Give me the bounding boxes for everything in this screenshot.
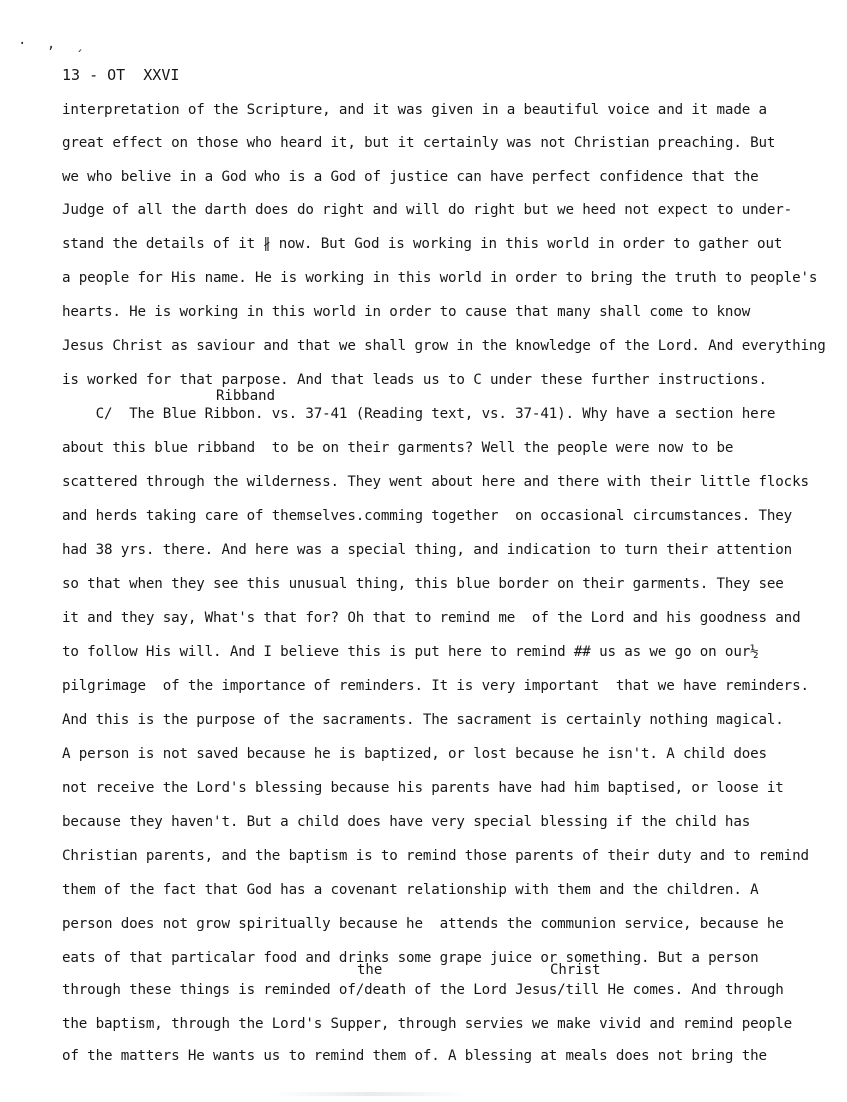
text-line-4: Judge of all the darth does do right and will do right but we heed not expect to under- [62, 202, 793, 218]
text-line-12: scattered through the wilderness. They went about here and there with their little flocks [62, 474, 809, 490]
text-line-7: hearts. He is working in this world in order to cause that many shall come to know [62, 304, 751, 320]
text-line-22: because they haven't. But a child does have very special blessing if the child has [62, 814, 751, 830]
text-line-6: a people for His name. He is working in this world in order to bring the truth to people's [62, 270, 818, 286]
text-line-18: pilgrimage of the importance of reminders. It is very important that we have reminders. [62, 678, 809, 694]
text-line-19: And this is the purpose of the sacraments. The sacrament is certainly nothing magical. [62, 712, 784, 728]
text-line-27: through these things is reminded of/death of the Lord Jesus/till He comes. And through [62, 982, 784, 998]
text-line-3: we who belive in a God who is a God of justice can have perfect confidence that the [62, 169, 759, 185]
text-line-8: Jesus Christ as saviour and that we shall grow in the knowledge of the Lord. And everything [62, 338, 826, 354]
text-line-13: and herds taking care of themselves.comming together on occasional circumstances. They [62, 508, 793, 524]
text-line-28: the baptism, through the Lord's Supper, through servies we make vivid and remind people [62, 1016, 793, 1032]
text-line-23: Christian parents, and the baptism is to remind those parents of their duty and to remind [62, 848, 809, 864]
text-line-1: interpretation of the Scripture, and it was given in a beautiful voice and it made a [62, 102, 767, 118]
text-line-25: person does not grow spiritually because he attends the communion service, because he [62, 916, 784, 932]
text-line-10: C/ The Blue Ribbon. vs. 37-41 (Reading text, vs. 37-41). Why have a section here [62, 406, 776, 422]
scan-artifact [270, 1092, 470, 1096]
text-line-21: not receive the Lord's blessing because his parents have had him baptised, or loose it [62, 780, 784, 796]
text-line-26: eats of that particalar food and drinks some grape juice or something. But a person [62, 950, 759, 966]
text-line-15: so that when they see this unusual thing, this blue border on their garments. They see [62, 576, 784, 592]
text-line-29: of the matters He wants us to remind them of. A blessing at meals does not bring the [62, 1048, 767, 1064]
page-label: 13 - OT XXVI [62, 66, 180, 84]
text-line-16: it and they say, What's that for? Oh that to remind me of the Lord and his goodness and [62, 610, 801, 626]
text-line-20: A person is not saved because he is baptized, or lost because he isn't. A child does [62, 746, 767, 762]
text-line-2: great effect on those who heard it, but it certainly was not Christian preaching. But [62, 135, 776, 151]
text-line-14: had 38 yrs. there. And here was a special thing, and indication to turn their attention [62, 542, 793, 558]
interlinear-ribband: Ribband [216, 388, 276, 404]
text-line-17: to follow His will. And I believe this is put here to remind ## us as we go on our½ [62, 644, 759, 660]
text-line-24: them of the fact that God has a covenant relationship with them and the children. A [62, 882, 759, 898]
interlinear-christ: Christ [550, 962, 601, 978]
text-line-9: is worked for that parpose. And that leads us to C under these further instructions. [62, 372, 767, 388]
text-line-11: about this blue ribband to be on their garments? Well the people were now to be [62, 440, 734, 456]
corner-marks: · , ˏ [18, 36, 91, 52]
interlinear-the: the [357, 962, 383, 978]
text-line-5: stand the details of it ∦ now. But God is working in this world in order to gather out [62, 236, 783, 252]
